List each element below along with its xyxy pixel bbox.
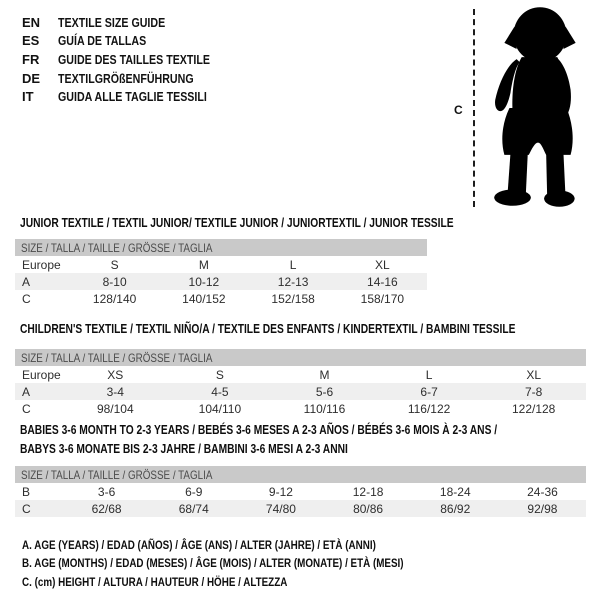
row-label: A	[22, 274, 31, 289]
language-code: EN	[22, 14, 41, 30]
table-cell: XL	[526, 367, 542, 382]
table-cell: 74/80	[265, 501, 296, 516]
table-row-height	[15, 290, 427, 307]
table-row-age-months	[15, 483, 586, 500]
table-cell: 5-6	[315, 384, 334, 399]
table-cell: 8-10	[102, 274, 127, 289]
table-cell: 4-5	[211, 384, 229, 399]
table-cell: 104/110	[198, 401, 242, 416]
table-cell: 158/170	[360, 291, 405, 306]
table-cell: 7-8	[525, 384, 543, 399]
table-cell: 6-9	[185, 484, 203, 499]
table-cell: 140/152	[182, 291, 226, 306]
language-code: ES	[22, 33, 40, 49]
language-title: GUIDA ALLE TAGLIE TESSILI	[58, 89, 207, 105]
babies-table-title	[20, 421, 600, 458]
row-label: C	[22, 401, 31, 416]
children-table-title-text: CHILDREN'S TEXTILE / TEXTIL NIÑO/A / TEXTILE DES ENFANTS / KINDERTEXTIL / BAMBINI TESSILE	[20, 322, 516, 336]
table-cell: 110/116	[303, 401, 346, 416]
table-cell: M	[319, 367, 330, 382]
table-cell: 122/128	[511, 401, 556, 416]
language-code: FR	[22, 51, 40, 67]
table-row-height	[15, 500, 586, 517]
junior-size-table	[15, 239, 427, 308]
toddler-silhouette-icon	[483, 5, 595, 211]
row-label: Europe	[22, 367, 61, 382]
table-cell: 152/158	[271, 291, 315, 306]
language-list	[22, 13, 243, 106]
language-title: GUÍA DE TALLAS	[58, 33, 147, 49]
table-cell: 18-24	[439, 484, 471, 499]
footnote-text: B. AGE (MONTHS) / EDAD (MESES) / ÂGE (MOIS) / ALTER (MONATE) / ETÀ (MESI)	[22, 556, 404, 571]
children-table-title	[20, 320, 600, 339]
footnote-height-cm	[22, 573, 487, 591]
row-label: C	[22, 291, 31, 306]
language-row-en	[22, 13, 243, 32]
table-cell: L	[425, 367, 433, 382]
table-cell: 3-4	[106, 384, 124, 399]
size-figure	[450, 5, 598, 211]
table-cell: S	[110, 257, 119, 272]
table-cell: 9-12	[268, 484, 293, 499]
babies-table-title-line2: BABYS 3-6 MONATE BIS 2-3 JAHRE / BAMBINI 3-6 MESI A 2-3 ANNI	[20, 441, 348, 456]
table-row-age	[15, 273, 427, 290]
table-cell: 24-36	[527, 484, 558, 499]
size-header-bar	[15, 239, 427, 256]
table-cell: 6-7	[420, 384, 438, 399]
table-cell: 116/122	[407, 401, 451, 416]
language-row-fr	[22, 50, 243, 69]
footnotes	[22, 536, 487, 591]
language-title: TEXTILGRÖßENFÜHRUNG	[58, 70, 194, 86]
junior-table-title	[20, 214, 549, 233]
table-cell: S	[215, 367, 224, 382]
children-size-table	[15, 349, 586, 418]
table-cell: 12-13	[277, 274, 309, 289]
table-cell: L	[289, 257, 297, 272]
row-label: C	[22, 501, 31, 516]
table-cell: M	[198, 257, 209, 272]
language-row-de	[22, 69, 243, 88]
table-cell: 62/68	[91, 501, 122, 516]
language-code: DE	[22, 70, 41, 86]
table-row-height	[15, 400, 586, 417]
size-header-bar	[15, 466, 586, 483]
row-label: B	[22, 484, 31, 499]
footnote-text: A. AGE (YEARS) / EDAD (AÑOS) / ÂGE (ANS) / ALTER (JAHRE) / ETÀ (ANNI)	[22, 538, 376, 553]
language-title: TEXTILE SIZE GUIDE	[58, 14, 166, 30]
language-row-it	[22, 87, 243, 106]
table-row-age	[15, 383, 586, 400]
language-row-es	[22, 32, 243, 51]
height-measure-label: C	[454, 103, 463, 117]
footnote-age-years	[22, 536, 487, 554]
size-header-text: SIZE / TALLA / TAILLE / GRÖSSE / TAGLIA	[21, 240, 213, 255]
size-header-text: SIZE / TALLA / TAILLE / GRÖSSE / TAGLIA	[21, 467, 213, 482]
babies-size-table	[15, 466, 586, 517]
table-cell: 10-12	[188, 274, 220, 289]
table-row-europe	[15, 366, 586, 383]
size-header-text: SIZE / TALLA / TAILLE / GRÖSSE / TAGLIA	[21, 350, 213, 365]
table-cell: 98/104	[96, 401, 134, 416]
table-row-europe	[15, 256, 427, 273]
footnote-text: C. (cm) HEIGHT / ALTURA / HAUTEUR / HÖHE / ALTEZZA	[22, 574, 288, 589]
size-header-bar	[15, 349, 586, 366]
footnote-age-months	[22, 554, 487, 572]
language-code: IT	[22, 89, 34, 105]
table-cell: 128/140	[92, 291, 137, 306]
babies-table-title-line1: BABIES 3-6 MONTH TO 2-3 YEARS / BEBÉS 3-6 MESES A 2-3 AÑOS / BÉBÉS 3-6 MOIS À 2-3 ANS /	[20, 423, 498, 437]
row-label: A	[22, 384, 31, 399]
table-cell: 92/98	[527, 501, 558, 516]
table-cell: 3-6	[97, 484, 116, 499]
table-cell: 68/74	[178, 501, 209, 516]
table-cell: 12-18	[352, 484, 384, 499]
table-cell: 14-16	[367, 274, 398, 289]
table-cell: XL	[375, 257, 390, 272]
language-title: GUIDE DES TAILLES TEXTILE	[58, 51, 211, 67]
junior-table-title-text: JUNIOR TEXTILE / TEXTIL JUNIOR/ TEXTILE JUNIOR / JUNIORTEXTIL / JUNIOR TESSILE	[20, 216, 454, 230]
table-cell: 80/86	[353, 501, 384, 516]
height-measure-dashed-line	[473, 9, 475, 207]
row-label: Europe	[22, 257, 61, 272]
table-cell: XS	[107, 367, 124, 382]
table-cell: 86/92	[440, 501, 471, 516]
